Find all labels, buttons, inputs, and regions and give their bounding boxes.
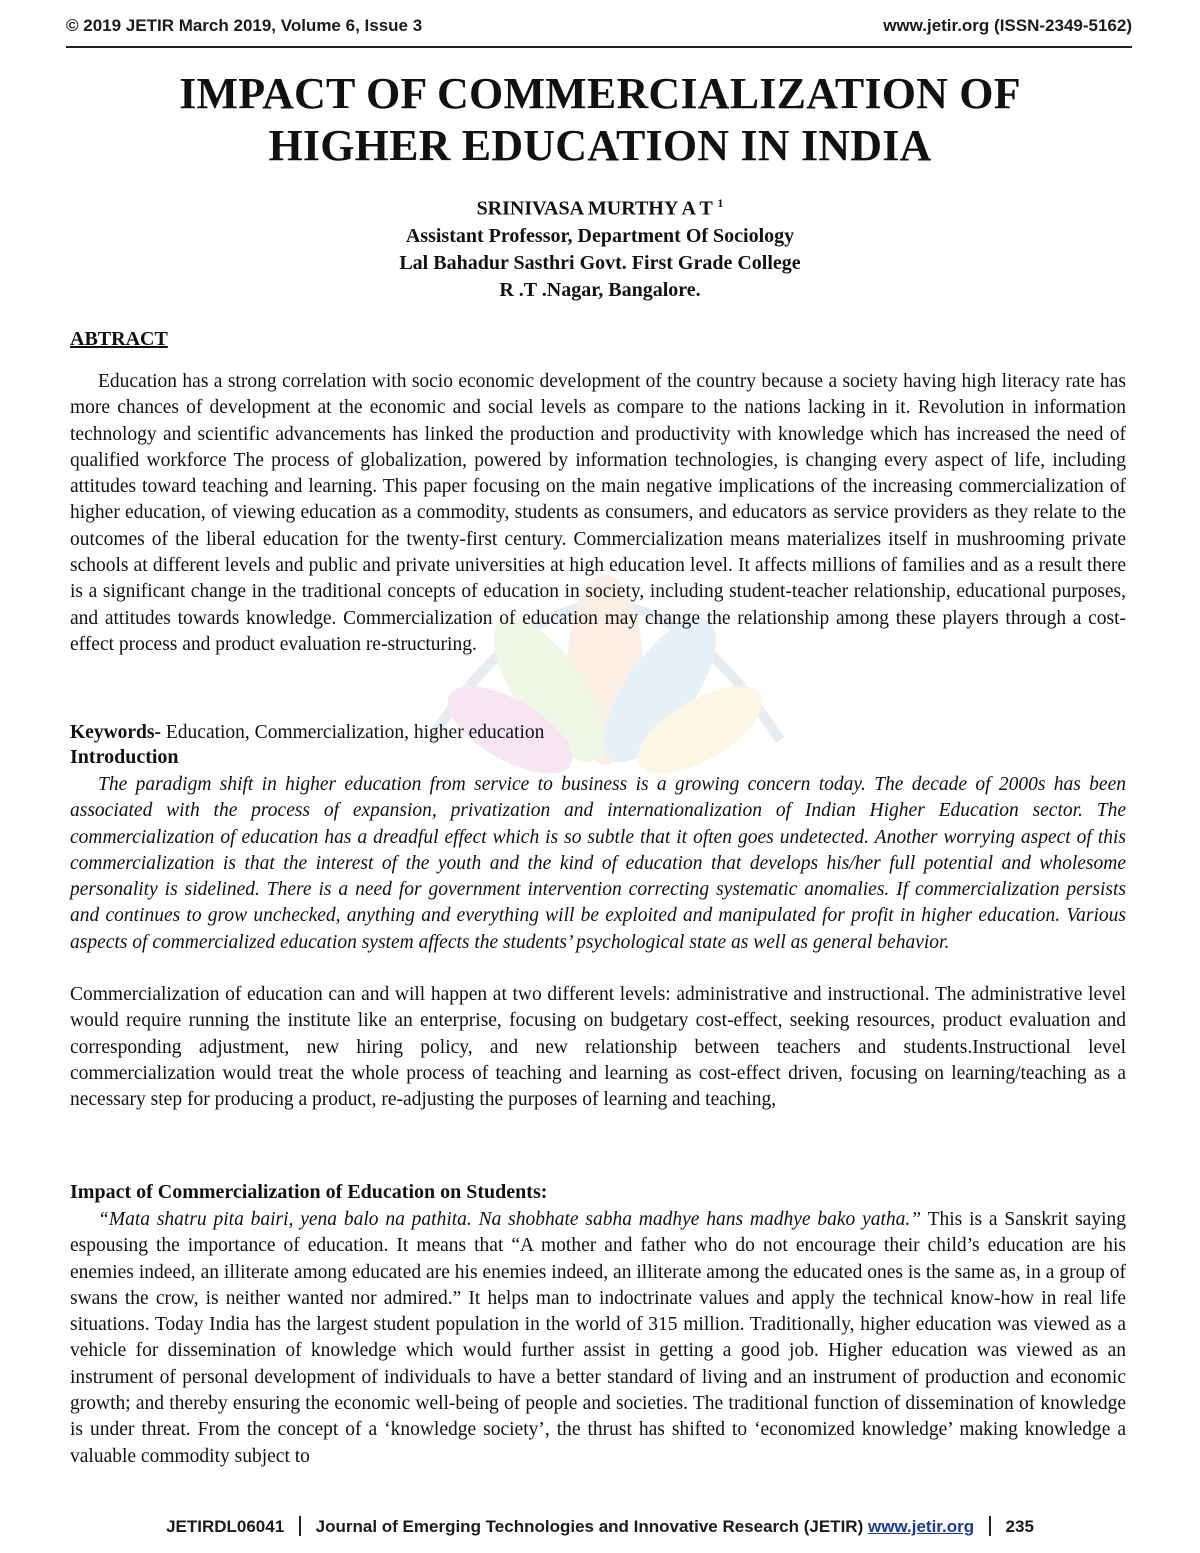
footer-separator bbox=[299, 1516, 301, 1536]
abstract-heading: ABTRACT bbox=[70, 328, 168, 350]
impact-heading: Impact of Commercialization of Education on Students: bbox=[70, 1181, 548, 1203]
header-issue-info: © 2019 JETIR March 2019, Volume 6, Issue 3 bbox=[66, 16, 423, 35]
introduction-body: Commercialization of education can and will happen at two different levels: administrative and instructional. The administrative level would require running the institute like an enterprise, focusing on budgetary cost-effect, seeking resources, product evaluation and corresponding adjustment, new hiring policy, and new relationship between teachers and students.Instructional level commercialization would treat the whole process of teaching and learning as cost-effect driven, focusing on learning/teaching as a necessary step for producing a product, re-adjusting the purposes of learning and teaching, bbox=[70, 984, 1126, 1111]
author-affiliation-marker: 1 bbox=[717, 196, 724, 210]
introduction-heading: Introduction bbox=[70, 746, 179, 768]
abstract-body: Education has a strong correlation with socio economic development of the country because a society having high literacy rate has more chances of development at the economic and social levels as compare to the nations lacking in it. Revolution in information technology and scientific advancements has linked the production and productivity with knowledge which has increased the need of qualified workforce The process of globalization, powered by information technologies, is changing every aspect of life, including attitudes toward teaching and learning. This paper focusing on the main negative implications of the increasing commercialization of higher education, of viewing education as a commodity, students as consumers, and educators as service providers as they relate to the outcomes of the liberal education for the twenty-first century. Commercialization means materializes itself in mushrooming private schools at different levels and public and private universities at high education level. It affects millions of families and as a result there is a significant change in the traditional concepts of education in society, including student-teacher relationship, educational purposes, and attitudes towards knowledge. Commercialization of education may change the relationship among these players through a cost-effect process and product evaluation re-structuring. bbox=[70, 371, 1126, 655]
running-header bbox=[66, 16, 1132, 48]
author-name: SRINIVASA MURTHY A T bbox=[476, 197, 713, 220]
keywords-label: Keywords- bbox=[70, 722, 161, 743]
footer-paper-id: JETIRDL06041 bbox=[166, 1517, 285, 1536]
author-block bbox=[70, 190, 1130, 304]
running-footer bbox=[0, 1516, 1200, 1537]
impact-body bbox=[70, 1207, 1126, 1470]
header-journal-url[interactable]: www.jetir.org (ISSN-2349-5162) bbox=[883, 16, 1132, 35]
keywords-line bbox=[70, 720, 544, 746]
introduction-italic-body: The paradigm shift in higher education from service to business is a growing concern today. The decade of 2000s has been associated with the process of expansion, privatization and internationalization of Indian Higher Education sector. The commercialization of education has a dreadful effect which is so subtle that it often goes undetected. Another worrying aspect of this commercialization is that the interest of the youth and the kind of education that develops his/her full potential and wholesome personality is sidelined. There is a need for government intervention correcting systematic anomalies. If commercialization persists and continues to grow unchecked, anything and everything will be exploited and manipulated for profit in higher education. Various aspects of commercialized education system affects the students’ psychological state as well as general behavior. bbox=[70, 774, 1126, 953]
author-college: Lal Bahadur Sasthri Govt. First Grade College bbox=[399, 251, 801, 274]
paper-title bbox=[70, 68, 1130, 172]
keywords-text: Education, Commercialization, higher education bbox=[161, 722, 545, 743]
author-name-line bbox=[70, 190, 1130, 223]
title-line-1: IMPACT OF COMMERCIALIZATION OF bbox=[179, 69, 1021, 118]
author-position: Assistant Professor, Department Of Sociology bbox=[405, 224, 795, 247]
footer-separator bbox=[989, 1516, 991, 1536]
footer-journal-name: Journal of Emerging Technologies and Innovative Research (JETIR) bbox=[315, 1517, 864, 1536]
title-line-2: HIGHER EDUCATION IN INDIA bbox=[268, 121, 932, 170]
footer-journal-link[interactable]: www.jetir.org bbox=[867, 1517, 975, 1536]
footer-page-number: 235 bbox=[1005, 1517, 1034, 1536]
author-location: R .T .Nagar, Bangalore. bbox=[499, 278, 701, 301]
sanskrit-quote: “Mata shatru pita bairi, yena balo na pathita. Na shobhate sabha madhye hans madhye bako yatha.” bbox=[98, 1209, 922, 1230]
impact-text: This is a Sanskrit saying espousing the importance of education. It means that “A mother and father who do not encourage their child’s education are his enemies indeed, an illiterate among educated are his enemies indeed, an illiterate among the educated ones is the same as, in a group of swans the crow, is neither wanted nor admired.” It helps man to indoctrinate values and apply the technical know-how in real life situations. Today India has the largest student population in the world of 315 million. Traditionally, higher education was viewed as a vehicle for dissemination of knowledge which would further assist in getting a good job. Higher education was viewed as an instrument of personal development of individuals to have a better standard of living and an instrument of production and economic growth; and thereby ensuring the economic well-being of people and societies. The traditional function of dissemination of knowledge is under threat. From the concept of a ‘knowledge society’, the thrust has shifted to ‘economized knowledge’ making knowledge a valuable commodity subject to bbox=[70, 1209, 1126, 1467]
